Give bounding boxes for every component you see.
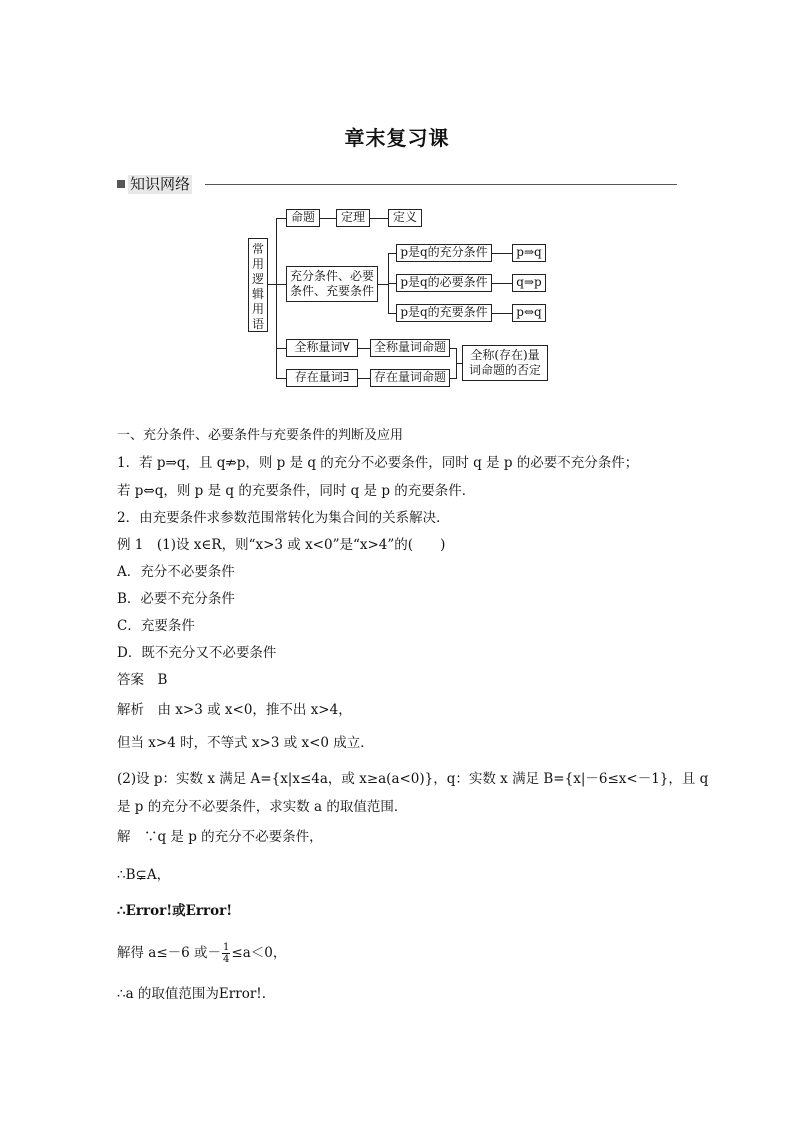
- connector: [276, 378, 286, 379]
- question-part2: (2)设 p：实数 x 满足 A={x|x≤4a，或 x≥a(a<0)}，q：实数 x 满足 B={x|－6≤x<－1}，且 q: [117, 771, 709, 787]
- diagram-universal: 全称量词∀: [286, 339, 358, 357]
- answer: 答案 B: [117, 672, 168, 688]
- option-a: A．充分不必要条件: [117, 564, 235, 580]
- analysis: 但当 x>4 时，不等式 x>3 或 x<0 成立．: [117, 735, 374, 751]
- example-question: 例 1 (1)设 x∈R，则“x>3 或 x<0”是“x>4”的( ): [117, 537, 446, 553]
- solution-line: ∴Error!或Error!: [117, 903, 233, 919]
- diagram-conditions: 充分条件、必要条件、充要条件: [286, 266, 378, 302]
- connector: [276, 218, 277, 378]
- connector: [492, 253, 512, 254]
- section-heading: 一、充分条件、必要条件与充要条件的判断及应用: [117, 428, 404, 443]
- connector: [276, 348, 286, 349]
- connector: [268, 284, 276, 285]
- section-rule: [205, 184, 677, 185]
- question-part2: 是 p 的充分不必要条件，求实数 a 的取值范围．: [117, 799, 408, 815]
- connector: [388, 313, 396, 314]
- paragraph: 若 p⇔q，则 p 是 q 的充要条件，同时 q 是 p 的充要条件．: [117, 483, 476, 499]
- analysis: 解析 由 x>3 或 x<0，推不出 x>4，: [117, 702, 352, 718]
- paragraph: 2．由充要条件求参数范围常转化为集合间的关系解决．: [117, 510, 450, 526]
- option-d: D．既不充分又不必要条件: [117, 645, 277, 661]
- diagram-sufficient: p是q的充分条件: [396, 244, 492, 262]
- connector: [370, 218, 388, 219]
- diagram-existential: 存在量词∃: [286, 369, 358, 387]
- connector: [388, 253, 396, 254]
- connector: [388, 283, 396, 284]
- option-c: C．充要条件: [117, 618, 195, 634]
- option-b: B．必要不充分条件: [117, 591, 235, 607]
- fraction-numerator: 1: [223, 942, 230, 953]
- connector: [358, 378, 370, 379]
- connector: [358, 348, 370, 349]
- solution-line: ∴B⊊A，: [117, 867, 171, 883]
- paragraph: 1．若 p⇒q，且 q⇏p，则 p 是 q 的充分不必要条件，同时 q 是 p 的必要不充分条件；: [117, 455, 639, 471]
- connector: [276, 284, 286, 285]
- connector: [492, 313, 512, 314]
- diagram-definition: 定义: [388, 209, 422, 227]
- section-square-icon: [117, 180, 125, 188]
- solution-text: ≤a＜0，: [231, 945, 287, 961]
- connector: [320, 218, 336, 219]
- solution-line: [117, 938, 286, 968]
- diagram-necessary-result: q⇒p: [512, 274, 546, 292]
- solution-text: 解得 a≤－6 或－: [117, 945, 222, 961]
- fraction-denominator: 4: [223, 954, 230, 965]
- section-label: 知识网络: [130, 175, 191, 193]
- diagram-theorem: 定理: [336, 209, 370, 227]
- connector: [276, 218, 286, 219]
- solution-line: 解 ∵q 是 p 的充分不必要条件，: [117, 829, 323, 845]
- fraction: [222, 942, 230, 965]
- solution-line: ∴a 的取值范围为Error!.: [117, 986, 266, 1002]
- diagram-existential-prop: 存在量词命题: [370, 369, 450, 387]
- diagram-universal-prop: 全称量词命题: [370, 339, 450, 357]
- diagram-negation: 全称(存在)量词命题的否定: [462, 345, 548, 381]
- diagram-equivalent-result: p⇔q: [512, 304, 546, 322]
- section-header: [117, 175, 677, 195]
- connector: [378, 284, 388, 285]
- diagram-sufficient-result: p⇒q: [512, 244, 546, 262]
- diagram-equivalent: p是q的充要条件: [396, 304, 492, 322]
- connector: [492, 283, 512, 284]
- diagram-root: 常用逻辑用语: [248, 238, 268, 332]
- page-title: 章末复习课: [344, 126, 450, 150]
- diagram-necessary: p是q的必要条件: [396, 274, 492, 292]
- diagram-proposition: 命题: [286, 209, 320, 227]
- knowledge-diagram: [240, 202, 560, 398]
